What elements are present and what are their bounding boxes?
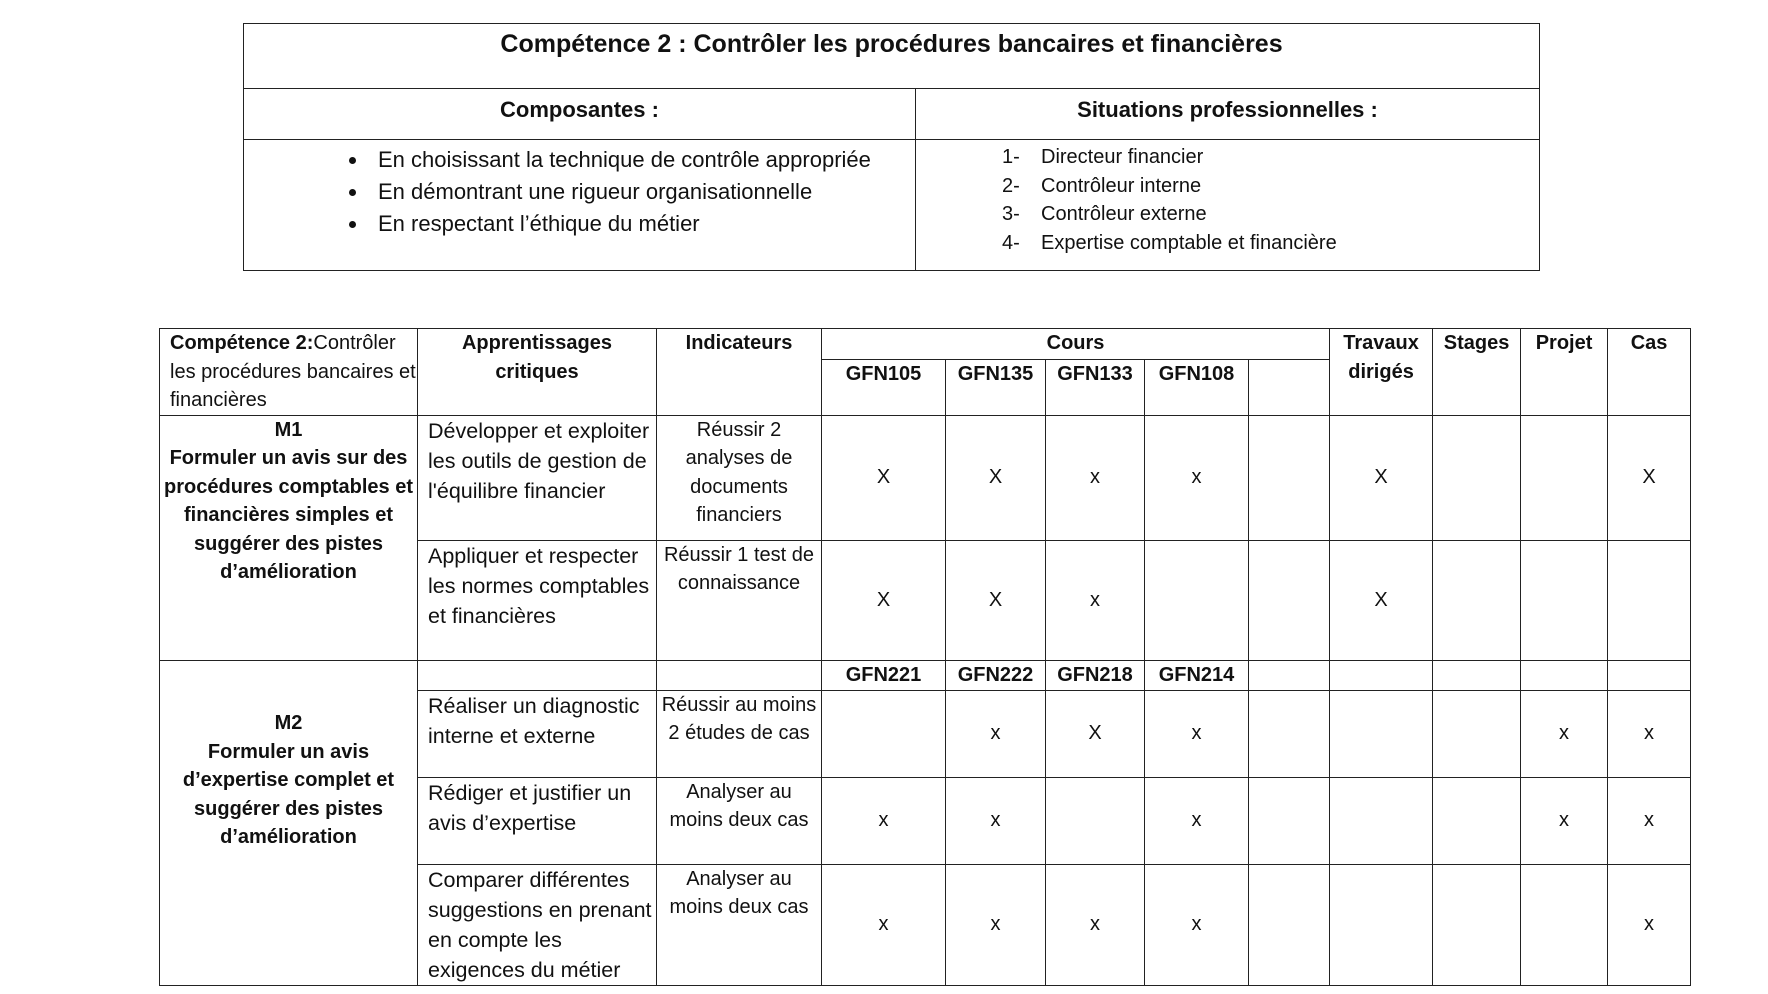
apprentissage-cell: Comparer différentes suggestions en prenant en compte les exigences du métier <box>418 864 657 985</box>
summary-title-row <box>244 24 1540 89</box>
mark-cell: x <box>946 864 1046 985</box>
course-code <box>1249 359 1330 415</box>
mark-cell: x <box>1145 864 1249 985</box>
summary-body-row <box>244 140 1540 271</box>
mark-cell: X <box>822 415 946 540</box>
situation-item <box>916 200 1539 229</box>
composantes-header: Composantes : <box>500 97 659 122</box>
mark-cell <box>1521 864 1608 985</box>
situations-header-cell <box>916 89 1540 140</box>
composantes-list <box>244 144 915 240</box>
mark-cell <box>1249 777 1330 864</box>
indicateur-cell: Analyser au moins deux cas <box>657 777 822 864</box>
mark-cell <box>822 690 946 777</box>
mark-cell <box>1521 415 1608 540</box>
competence-matrix-table <box>159 328 1691 986</box>
mark-cell <box>1433 540 1521 660</box>
mark-cell <box>1249 415 1330 540</box>
course-code: GFN214 <box>1145 660 1249 690</box>
module-code: M1 <box>274 418 303 441</box>
mark-cell <box>1249 690 1330 777</box>
mark-cell <box>1145 540 1249 660</box>
course-codes-row <box>160 660 1691 690</box>
situation-text: Directeur financier <box>1041 146 1204 168</box>
competence-header-text: Contrôler les procédures bancaires et financières <box>170 332 416 411</box>
situation-number: 2- <box>1002 174 1020 197</box>
course-code: GFN108 <box>1145 359 1249 415</box>
indicateur-cell: Réussir 2 analyses de documents financiers <box>657 415 822 540</box>
composantes-header-cell <box>244 89 916 140</box>
matrix-header-row <box>160 329 1691 360</box>
mark-cell: x <box>1145 690 1249 777</box>
mark-cell: x <box>1521 690 1608 777</box>
mark-cell: X <box>1046 690 1145 777</box>
composante-item: • En démontrant une rigueur organisationnelle <box>369 176 915 208</box>
apprentissage-cell: Réaliser un diagnostic interne et externe <box>418 690 657 777</box>
course-code: GFN218 <box>1046 660 1145 690</box>
mark-cell: x <box>1145 777 1249 864</box>
composante-item: • En choisissant la technique de contrôle appropriée <box>369 144 915 176</box>
mark-cell: x <box>1046 864 1145 985</box>
mark-cell: x <box>1608 777 1691 864</box>
travaux-header: Travaux dirigés <box>1330 329 1433 416</box>
situations-cell <box>916 140 1540 271</box>
mark-cell <box>1330 777 1433 864</box>
mark-cell: X <box>946 415 1046 540</box>
composantes-cell <box>244 140 916 271</box>
situation-number: 4- <box>1002 231 1020 254</box>
mark-cell: x <box>946 690 1046 777</box>
mark-cell <box>1433 690 1521 777</box>
mark-cell: x <box>1145 415 1249 540</box>
mark-cell: X <box>1330 415 1433 540</box>
situation-number: 1- <box>1002 146 1020 168</box>
situation-text: Contrôleur externe <box>1041 203 1207 225</box>
course-code: GFN222 <box>946 660 1046 690</box>
empty-cell <box>418 660 657 690</box>
mark-cell <box>1249 540 1330 660</box>
module-code: M2 <box>274 712 303 735</box>
competence-title: Compétence 2 : Contrôler les procédures bancaires et financières <box>500 30 1283 58</box>
apprentissage-cell: Appliquer et respecter les normes comptables et financières <box>418 540 657 660</box>
cours-header: Cours <box>822 329 1330 360</box>
course-code: GFN133 <box>1046 359 1145 415</box>
apprentissage-cell: Rédiger et justifier un avis d’expertise <box>418 777 657 864</box>
situations-header: Situations professionnelles : <box>1077 97 1378 122</box>
module-title: Formuler un avis d’expertise complet et suggérer des pistes d’amélioration <box>182 740 395 849</box>
mark-cell: x <box>1608 864 1691 985</box>
mark-cell <box>1249 864 1330 985</box>
summary-header-row <box>244 89 1540 140</box>
mark-cell: X <box>1608 415 1691 540</box>
empty-cell <box>1521 660 1608 690</box>
summary-title-cell <box>244 24 1540 89</box>
mark-cell <box>1433 415 1521 540</box>
mark-cell: x <box>1046 540 1145 660</box>
empty-cell <box>657 660 822 690</box>
course-code: GFN221 <box>822 660 946 690</box>
indicateur-cell: Réussir 1 test de connaissance <box>657 540 822 660</box>
composante-item: • En respectant l’éthique du métier <box>369 208 915 240</box>
mark-cell: x <box>946 777 1046 864</box>
situation-item <box>916 143 1539 172</box>
mark-cell: x <box>1046 415 1145 540</box>
situation-text: Expertise comptable et financière <box>1041 231 1337 254</box>
mark-cell: x <box>822 864 946 985</box>
indicateurs-header: Indicateurs <box>657 329 822 416</box>
indicateur-cell: Réussir au moins 2 études de cas <box>657 690 822 777</box>
apprentissages-header: Apprentissages critiques <box>418 329 657 416</box>
module-m2-cell <box>160 660 418 985</box>
projet-header: Projet <box>1521 329 1608 416</box>
situation-number: 3- <box>1002 203 1020 225</box>
mark-cell: x <box>822 777 946 864</box>
empty-cell <box>1433 660 1521 690</box>
apprentissage-cell: Développer et exploiter les outils de gestion de l'équilibre financier <box>418 415 657 540</box>
mark-cell: x <box>1608 690 1691 777</box>
mark-cell: X <box>946 540 1046 660</box>
situation-item <box>916 229 1539 258</box>
cas-header: Cas <box>1608 329 1691 416</box>
table-row <box>160 415 1691 540</box>
module-title: Formuler un avis sur des procédures comptables et financières simples et suggérer des pistes d’amélioration <box>164 447 413 583</box>
situation-text: Contrôleur interne <box>1041 174 1202 197</box>
mark-cell <box>1433 777 1521 864</box>
mark-cell <box>1521 540 1608 660</box>
indicateur-cell: Analyser au moins deux cas <box>657 864 822 985</box>
competence-header-bold: Compétence 2: <box>170 332 314 354</box>
course-code: GFN135 <box>946 359 1046 415</box>
situations-list <box>916 143 1539 257</box>
mark-cell <box>1330 690 1433 777</box>
stages-header: Stages <box>1433 329 1521 416</box>
competence-summary-table <box>243 23 1540 271</box>
empty-cell <box>1330 660 1433 690</box>
course-code: GFN105 <box>822 359 946 415</box>
course-code <box>1249 660 1330 690</box>
mark-cell: X <box>822 540 946 660</box>
mark-cell <box>1433 864 1521 985</box>
situation-item <box>916 172 1539 201</box>
empty-cell <box>1608 660 1691 690</box>
mark-cell <box>1608 540 1691 660</box>
mark-cell <box>1046 777 1145 864</box>
mark-cell <box>1330 864 1433 985</box>
module-m1-cell <box>160 415 418 660</box>
mark-cell: x <box>1521 777 1608 864</box>
mark-cell: X <box>1330 540 1433 660</box>
competence-header-cell <box>160 329 418 416</box>
